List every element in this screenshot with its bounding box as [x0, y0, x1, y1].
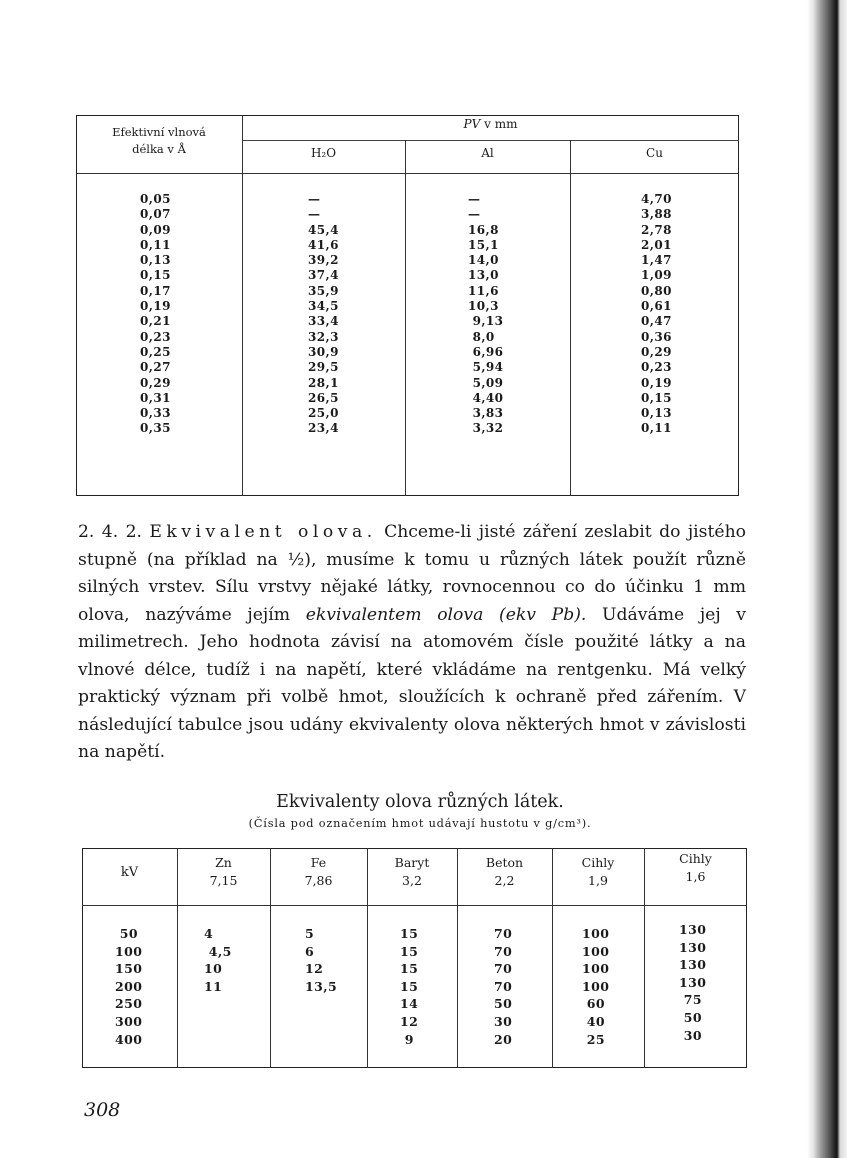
table-cell: 3,88	[641, 207, 672, 222]
column-beton	[494, 925, 512, 1048]
page-number: 308	[84, 1099, 121, 1121]
column-header-cu: Cu	[646, 146, 663, 160]
table-cell: 250	[115, 996, 143, 1012]
table-cell: 60	[582, 996, 605, 1012]
table-cell: 9,13	[468, 314, 504, 329]
column-h2o	[308, 192, 339, 437]
table-cell: 0,19	[641, 375, 672, 390]
attenuation-table	[76, 115, 739, 496]
table-cell: —	[308, 192, 321, 206]
table-cell: 2,01	[641, 237, 672, 252]
header-density: 3,2	[402, 873, 422, 888]
table-cell: 0,09	[140, 222, 171, 237]
table-cell: 0,17	[140, 283, 171, 298]
column-header-al: Al	[481, 146, 494, 160]
header-name: Fe	[310, 855, 327, 870]
table-cell	[305, 1031, 337, 1049]
table-cell: 23,4	[308, 421, 339, 436]
table-cell: —	[468, 192, 481, 206]
table-cell: 20	[494, 1031, 513, 1047]
table-cell: 39,2	[308, 253, 339, 268]
book-gutter-shadow	[807, 0, 847, 1158]
table-cell: 400	[115, 1031, 143, 1047]
table-cell: 34,5	[308, 299, 339, 314]
table-cell: 3,32	[468, 421, 504, 436]
table-cell: 26,5	[308, 390, 339, 405]
paragraph-text: Chceme-li jisté záření zeslabit do jistého stupně (na příklad na ½), musíme k tomu u různých látek použít různě silných vrstev. Sílu vrstvy nějaké látky, rovnocennou co do účinku 1 mm olova, nazýváme jejím	[78, 522, 746, 625]
column-divider	[405, 140, 406, 496]
table-cell: 100	[582, 978, 610, 994]
table-cell: 12	[305, 961, 324, 977]
table-cell: 14	[400, 996, 419, 1012]
table-cell: 12	[400, 1013, 419, 1029]
table-cell: 16,8	[468, 222, 499, 237]
column-fe	[305, 925, 337, 1048]
column-header-kv	[82, 864, 177, 882]
table-cell: 0,61	[641, 299, 672, 314]
header-density: 1,9	[588, 873, 608, 888]
column-header-fe	[270, 854, 367, 890]
table-cell: 4,70	[641, 192, 672, 206]
table-border-top	[82, 848, 747, 849]
table-cell: 0,19	[140, 299, 171, 314]
table-cell: —	[468, 207, 481, 222]
header-name: Baryt	[394, 855, 430, 870]
table-cell: 50	[115, 926, 138, 941]
table-cell: 150	[115, 961, 143, 977]
table-cell: 40	[582, 1013, 605, 1029]
table-cell: 0,47	[641, 314, 672, 329]
table-cell: 1,09	[641, 268, 672, 283]
table-cell	[305, 995, 337, 1013]
table-cell: 70	[494, 943, 513, 959]
table-cell: 30	[494, 1013, 513, 1029]
column-header-beton	[457, 854, 552, 890]
table-cell: 3,83	[468, 406, 504, 421]
table-cell: 50	[679, 1009, 702, 1025]
table-cell	[204, 995, 232, 1013]
table-cell: 11	[204, 978, 223, 994]
table-cell: 37,4	[308, 268, 339, 283]
header-name: Cihly	[581, 855, 615, 870]
table-cell: 130	[679, 939, 707, 955]
table-cell: 0,05	[140, 192, 171, 206]
table-cell: 1,47	[641, 253, 672, 268]
column-header-cihly-1-6	[644, 850, 747, 886]
table-cell: 50	[494, 996, 513, 1012]
column-zn	[204, 925, 232, 1048]
column-al	[468, 192, 503, 437]
table-cell: 5,09	[468, 375, 504, 390]
table-cell: 0,31	[140, 390, 171, 405]
table-cell: 0,80	[641, 283, 672, 298]
table-cell: 15	[400, 926, 419, 941]
table-cell: 25,0	[308, 406, 339, 421]
table-cell: 29,5	[308, 360, 339, 375]
table-cell: 100	[582, 926, 610, 941]
table-cell: 70	[494, 978, 513, 994]
lead-equivalent-table	[82, 848, 747, 1068]
column-baryt	[400, 925, 418, 1048]
header-divider	[76, 173, 739, 174]
column-header-cihly-1-9	[552, 854, 644, 890]
pv-unit: v mm	[480, 117, 518, 131]
table-cell: 0,29	[641, 344, 672, 359]
section-title: Ekvivalent olova.	[149, 522, 377, 542]
table-cell: 8,0	[468, 329, 495, 344]
table-cell: 0,23	[641, 360, 672, 375]
table-cell: 13,5	[305, 978, 338, 994]
column-cu	[641, 192, 672, 437]
column-kv	[115, 925, 142, 1048]
table-cell: 300	[115, 1013, 143, 1029]
wavelength-header	[76, 124, 242, 158]
pv-group-header	[242, 117, 739, 131]
table-cell: 4,40	[468, 390, 504, 405]
table-cell: 4,5	[204, 943, 232, 959]
paragraph-text: Udáváme jej v milimetrech. Jeho hodnota závisí na atomovém čísle použité látky a na vlnové délce, tudíž i na napětí, které vkládáme na rentgenku. Má velký praktický význam při volbě hmot, sloužících k ochraně před zářením. V následující tabulce jsou udány ekvivalenty olova některých hmot v závislosti na napětí.	[78, 604, 747, 762]
table-caption: Ekvivalenty olova různých látek.	[276, 792, 564, 812]
table-cell: 130	[679, 922, 707, 937]
table-cell: 130	[679, 957, 707, 973]
table-cell: 13,0	[468, 268, 499, 283]
table-cell: 14,0	[468, 253, 499, 268]
header-name: Cihly	[679, 851, 712, 866]
table-cell: 5,94	[468, 360, 504, 375]
table-border-top	[76, 115, 739, 116]
table-cell: 9	[400, 1031, 414, 1047]
table-cell: 100	[115, 943, 143, 959]
table-cell: 30	[679, 1027, 702, 1043]
header-name: kV	[120, 865, 139, 880]
table-cell: 35,9	[308, 283, 339, 298]
table-cell: 100	[582, 961, 610, 977]
table-cell: 70	[494, 926, 513, 941]
table-border-bottom	[76, 495, 739, 496]
table-cell: 45,4	[308, 222, 339, 237]
table-cell	[305, 1013, 337, 1031]
table-cell: 0,13	[641, 406, 672, 421]
column-header-h2o: H₂O	[310, 146, 337, 160]
table-cell: 0,13	[140, 253, 171, 268]
table-cell: 2,78	[641, 222, 672, 237]
table-cell: —	[308, 207, 321, 222]
table-cell: 5	[305, 926, 315, 941]
table-cell: 0,23	[140, 329, 171, 344]
table-cell: 15	[400, 943, 419, 959]
table-cell: 0,33	[140, 406, 171, 421]
table-cell: 0,29	[140, 375, 171, 390]
table-border-bottom	[82, 1067, 747, 1068]
table-cell: 33,4	[308, 314, 339, 329]
column-wavelength	[140, 192, 171, 437]
header-name: Beton	[485, 855, 524, 870]
column-divider	[242, 115, 243, 496]
column-header-zn	[177, 854, 270, 890]
header-line: délka v Å	[132, 142, 186, 156]
table-cell: 0,27	[140, 360, 171, 375]
table-cell: 200	[115, 978, 143, 994]
table-cell: 0,35	[140, 421, 171, 436]
table-cell: 75	[679, 992, 702, 1008]
table-cell: 0,15	[140, 268, 171, 283]
table-cell: 130	[679, 974, 707, 990]
table-cell: 11,6	[468, 283, 499, 298]
table-cell	[204, 1031, 232, 1049]
table-cell: 30,9	[308, 344, 339, 359]
table-cell: 15	[400, 961, 419, 977]
table-cell: 41,6	[308, 237, 339, 252]
section-number: 2. 4. 2.	[78, 522, 142, 542]
header-line: Efektivní vlnová	[112, 125, 206, 139]
table-cell: 0,15	[641, 390, 672, 405]
table-cell: 28,1	[308, 375, 339, 390]
emphasis-term: ekvivalentem olova (ekv Pb).	[305, 604, 587, 625]
column-divider	[570, 140, 571, 496]
table-cell: 0,07	[140, 207, 171, 222]
table-cell: 4	[204, 926, 214, 941]
column-cihly-1-6	[679, 921, 706, 1044]
column-cihly-1-9	[582, 925, 609, 1048]
table-cell: 0,21	[140, 314, 171, 329]
table-cell: 15,1	[468, 237, 499, 252]
header-density: 2,2	[494, 873, 515, 888]
table-cell: 0,11	[641, 421, 672, 436]
table-subcaption: (Čísla pod označením hmot udávají hustotu v g/cm³).	[248, 817, 592, 830]
header-density: 7,86	[304, 873, 333, 888]
table-cell: 32,3	[308, 329, 339, 344]
table-cell: 70	[494, 961, 513, 977]
header-density: 1,6	[685, 869, 706, 884]
table-cell: 0,36	[641, 329, 672, 344]
header-density: 7,15	[209, 873, 238, 888]
table-cell: 10	[204, 961, 223, 977]
header-name: Zn	[215, 855, 232, 870]
table-cell: 10,3	[468, 299, 499, 314]
table-cell: 6	[305, 943, 315, 959]
table-cell: 0,11	[140, 237, 171, 252]
table-cell: 15	[400, 978, 419, 994]
header-divider	[82, 905, 747, 906]
table-cell: 25	[582, 1031, 605, 1047]
table-cell: 6,96	[468, 344, 504, 359]
table-cell	[204, 1013, 232, 1031]
table-cell: 0,25	[140, 344, 171, 359]
subheader-divider	[242, 140, 739, 141]
pv-symbol: PV	[463, 117, 481, 131]
column-header-baryt	[367, 854, 457, 890]
table-cell: 100	[582, 943, 610, 959]
body-paragraph	[78, 519, 746, 767]
